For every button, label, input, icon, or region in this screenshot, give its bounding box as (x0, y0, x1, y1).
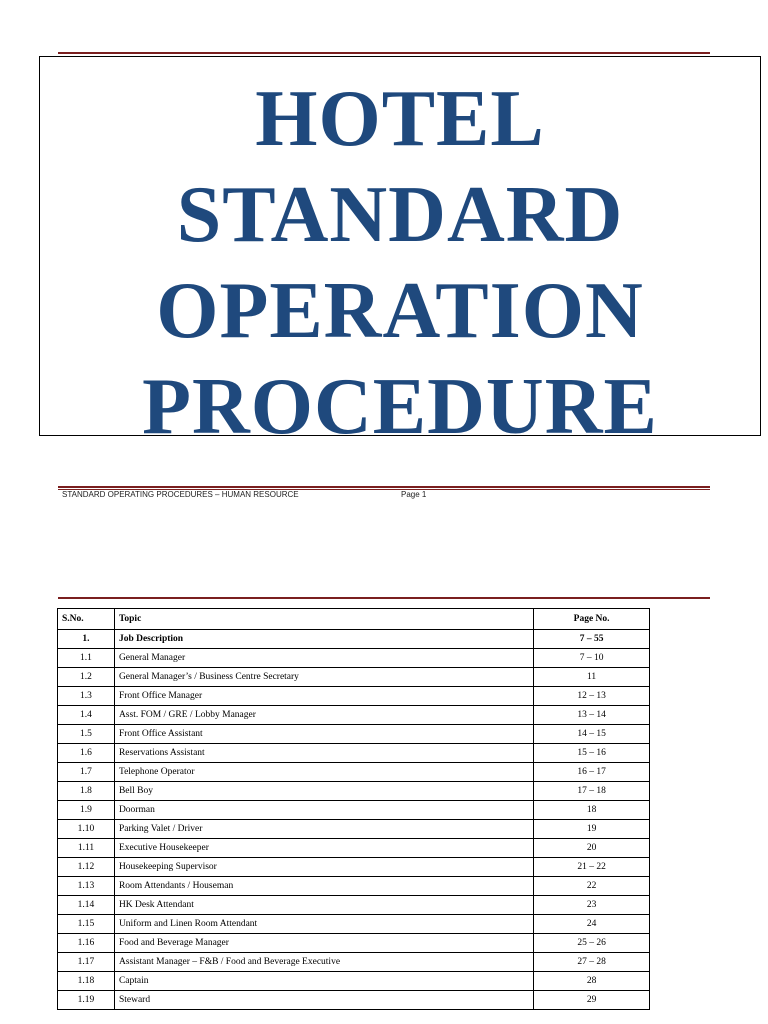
row-topic: Housekeeping Supervisor (114, 858, 533, 877)
row-sno: 1.8 (58, 782, 115, 801)
row-sno: 1.14 (58, 896, 115, 915)
row-sno: 1.13 (58, 877, 115, 896)
table-row (58, 782, 650, 801)
page-footer-text: STANDARD OPERATING PROCEDURES – HUMAN RESOURCE (62, 490, 299, 499)
row-topic: Captain (114, 972, 533, 991)
row-sno: 1.7 (58, 763, 115, 782)
row-topic: Uniform and Linen Room Attendant (114, 915, 533, 934)
table-row (58, 896, 650, 915)
row-page: 11 (534, 668, 650, 687)
row-page: 12 – 13 (534, 687, 650, 706)
table-row (58, 668, 650, 687)
title-line-4: PROCEDURE (142, 363, 658, 451)
row-topic: Bell Boy (114, 782, 533, 801)
row-sno: 1.6 (58, 744, 115, 763)
row-sno: 1.16 (58, 934, 115, 953)
row-page: 27 – 28 (534, 953, 650, 972)
footer-rule (58, 486, 710, 488)
document-title (40, 71, 760, 455)
header-page: Page No. (534, 609, 650, 630)
row-topic: General Manager’s / Business Centre Secretary (114, 668, 533, 687)
row-page: 7 – 55 (534, 630, 650, 649)
row-sno: 1.18 (58, 972, 115, 991)
contents-table (57, 608, 650, 1010)
table-row (58, 687, 650, 706)
header-topic: Topic (114, 609, 533, 630)
contents-table-body (58, 630, 650, 1010)
header-sno: S.No. (58, 609, 115, 630)
row-topic: Front Office Manager (114, 687, 533, 706)
table-row (58, 839, 650, 858)
row-page: 15 – 16 (534, 744, 650, 763)
title-line-2: STANDARD (176, 171, 624, 259)
title-box (39, 56, 761, 451)
row-page: 22 (534, 877, 650, 896)
header-rule (58, 597, 710, 599)
row-page: 19 (534, 820, 650, 839)
table-row (58, 820, 650, 839)
row-sno: 1.9 (58, 801, 115, 820)
table-row (58, 934, 650, 953)
row-topic: Asst. FOM / GRE / Lobby Manager (114, 706, 533, 725)
row-sno: 1.1 (58, 649, 115, 668)
row-sno: 1.17 (58, 953, 115, 972)
table-row (58, 801, 650, 820)
row-sno: 1.15 (58, 915, 115, 934)
row-page: 18 (534, 801, 650, 820)
table-row (58, 706, 650, 725)
row-page: 29 (534, 991, 650, 1010)
table-header-row (58, 609, 650, 630)
row-topic: Assistant Manager – F&B / Food and Beverage Executive (114, 953, 533, 972)
table-row (58, 858, 650, 877)
row-page: 20 (534, 839, 650, 858)
row-topic: Reservations Assistant (114, 744, 533, 763)
row-topic: Steward (114, 991, 533, 1010)
row-sno: 1. (58, 630, 115, 649)
table-row (58, 725, 650, 744)
title-line-1: HOTEL (255, 75, 545, 163)
row-sno: 1.19 (58, 991, 115, 1010)
row-page: 13 – 14 (534, 706, 650, 725)
title-line-3: OPERATION (156, 267, 644, 355)
row-page: 14 – 15 (534, 725, 650, 744)
row-topic: Front Office Assistant (114, 725, 533, 744)
table-row (58, 991, 650, 1010)
row-topic: Room Attendants / Houseman (114, 877, 533, 896)
row-page: 7 – 10 (534, 649, 650, 668)
table-row (58, 744, 650, 763)
table-row (58, 972, 650, 991)
row-page: 16 – 17 (534, 763, 650, 782)
row-sno: 1.10 (58, 820, 115, 839)
table-row (58, 953, 650, 972)
row-sno: 1.3 (58, 687, 115, 706)
row-page: 17 – 18 (534, 782, 650, 801)
row-topic: Food and Beverage Manager (114, 934, 533, 953)
row-topic: HK Desk Attendant (114, 896, 533, 915)
row-sno: 1.2 (58, 668, 115, 687)
top-rule (58, 52, 710, 54)
row-topic: Executive Housekeeper (114, 839, 533, 858)
row-topic: Parking Valet / Driver (114, 820, 533, 839)
row-sno: 1.11 (58, 839, 115, 858)
row-page: 25 – 26 (534, 934, 650, 953)
row-topic: Doorman (114, 801, 533, 820)
row-sno: 1.12 (58, 858, 115, 877)
table-row (58, 630, 650, 649)
table-row (58, 763, 650, 782)
table-row (58, 649, 650, 668)
row-page: 23 (534, 896, 650, 915)
row-sno: 1.4 (58, 706, 115, 725)
row-topic: Job Description (114, 630, 533, 649)
row-sno: 1.5 (58, 725, 115, 744)
row-topic: Telephone Operator (114, 763, 533, 782)
table-row (58, 877, 650, 896)
row-page: 28 (534, 972, 650, 991)
page-number: Page 1 (401, 490, 427, 499)
row-page: 24 (534, 915, 650, 934)
table-row (58, 915, 650, 934)
row-topic: General Manager (114, 649, 533, 668)
row-page: 21 – 22 (534, 858, 650, 877)
